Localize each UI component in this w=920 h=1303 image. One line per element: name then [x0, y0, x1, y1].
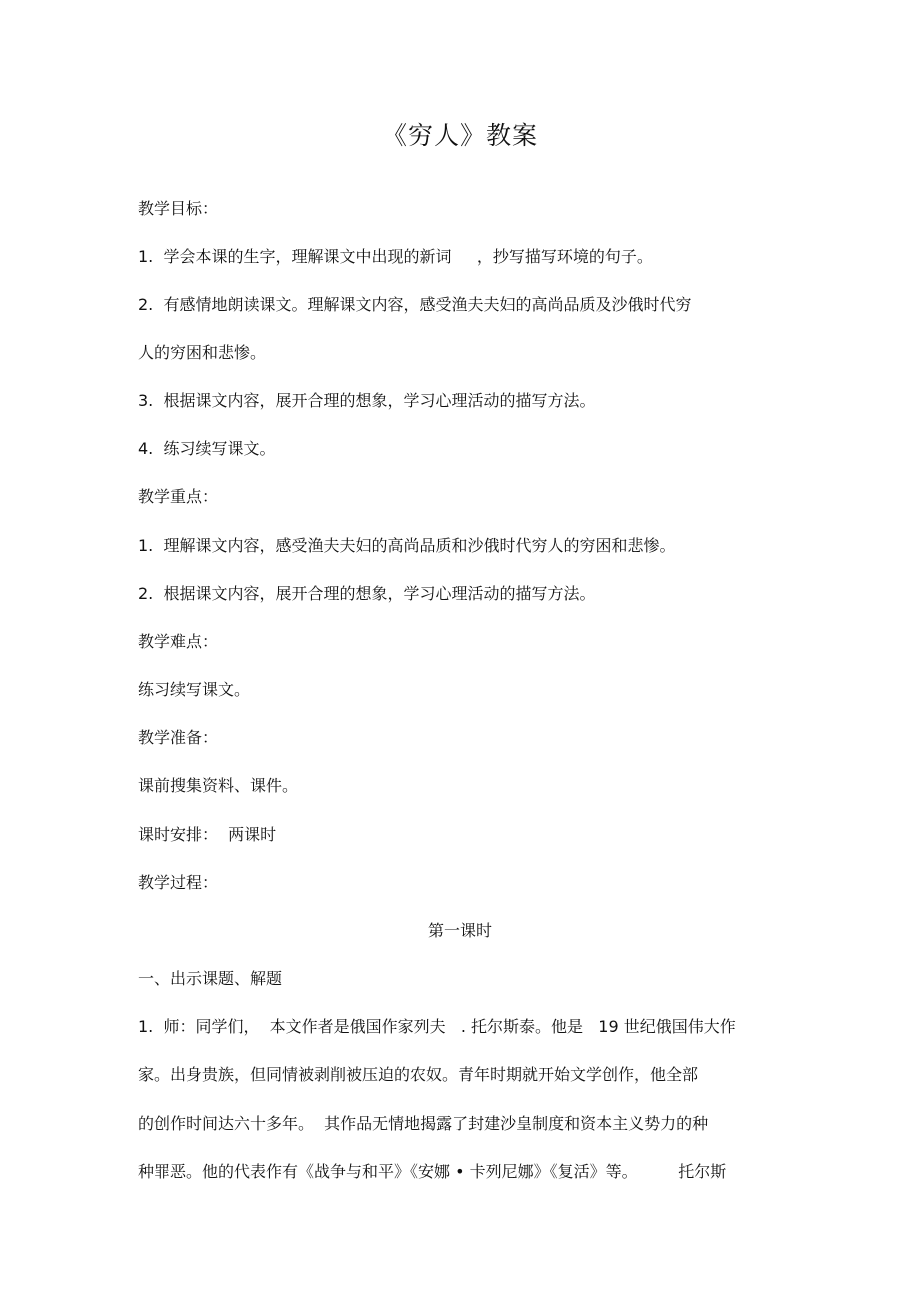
objective-3: 3. 根据课文内容，展开合理的想象，学习心理活动的描写方法。 — [138, 391, 596, 410]
heading-key-points: 教学重点： — [138, 487, 219, 506]
objective-2-cont: 人的穷困和悲惨。 — [138, 343, 267, 362]
paragraph-line-3: 的创作时间达六十多年。 其作品无情地揭露了封建沙皇制度和资本主义势力的种 — [138, 1114, 709, 1133]
paragraph-line-4: 种罪恶。他的代表作有《战争与和平》《安娜 • 卡列尼娜》《复活》等。 托尔斯 — [138, 1162, 727, 1181]
paragraph-line-2: 家。出身贵族，但同情被剥削被压迫的农奴。青年时期就开始文学创作，他全部 — [138, 1065, 699, 1084]
difficulty-1: 练习续写课文。 — [138, 680, 251, 699]
heading-objectives: 教学目标： — [138, 199, 219, 218]
schedule: 课时安排： 两课时 — [138, 825, 277, 844]
section-heading: 第一课时 — [427, 921, 492, 940]
key-point-1: 1. 理解课文内容，感受渔夫夫妇的高尚品质和沙俄时代穷人的穷困和悲惨。 — [138, 536, 676, 555]
key-point-2: 2. 根据课文内容，展开合理的想象，学习心理活动的描写方法。 — [138, 584, 596, 603]
objective-4: 4. 练习续写课文。 — [138, 439, 276, 458]
paragraph-line-1: 1. 师：同学们， 本文作者是俄国作家列夫 . 托尔斯泰。他是 19 世纪俄国伟大作 — [138, 1017, 736, 1036]
objective-2: 2. 有感情地朗读课文。理解课文内容，感受渔夫夫妇的高尚品质及沙俄时代穷 — [138, 295, 692, 314]
document-title: 《穷人》教案 — [381, 121, 538, 150]
heading-preparation: 教学准备： — [138, 728, 219, 747]
preparation-1: 课前搜集资料、课件。 — [138, 776, 299, 795]
objective-1: 1. 学会本课的生字，理解课文中出现的新词 ，抄写描写环境的句子。 — [138, 247, 653, 266]
heading-process: 教学过程： — [138, 873, 219, 892]
heading-difficulties: 教学难点： — [138, 632, 219, 651]
step-heading: 一、出示课题、解题 — [138, 969, 283, 988]
